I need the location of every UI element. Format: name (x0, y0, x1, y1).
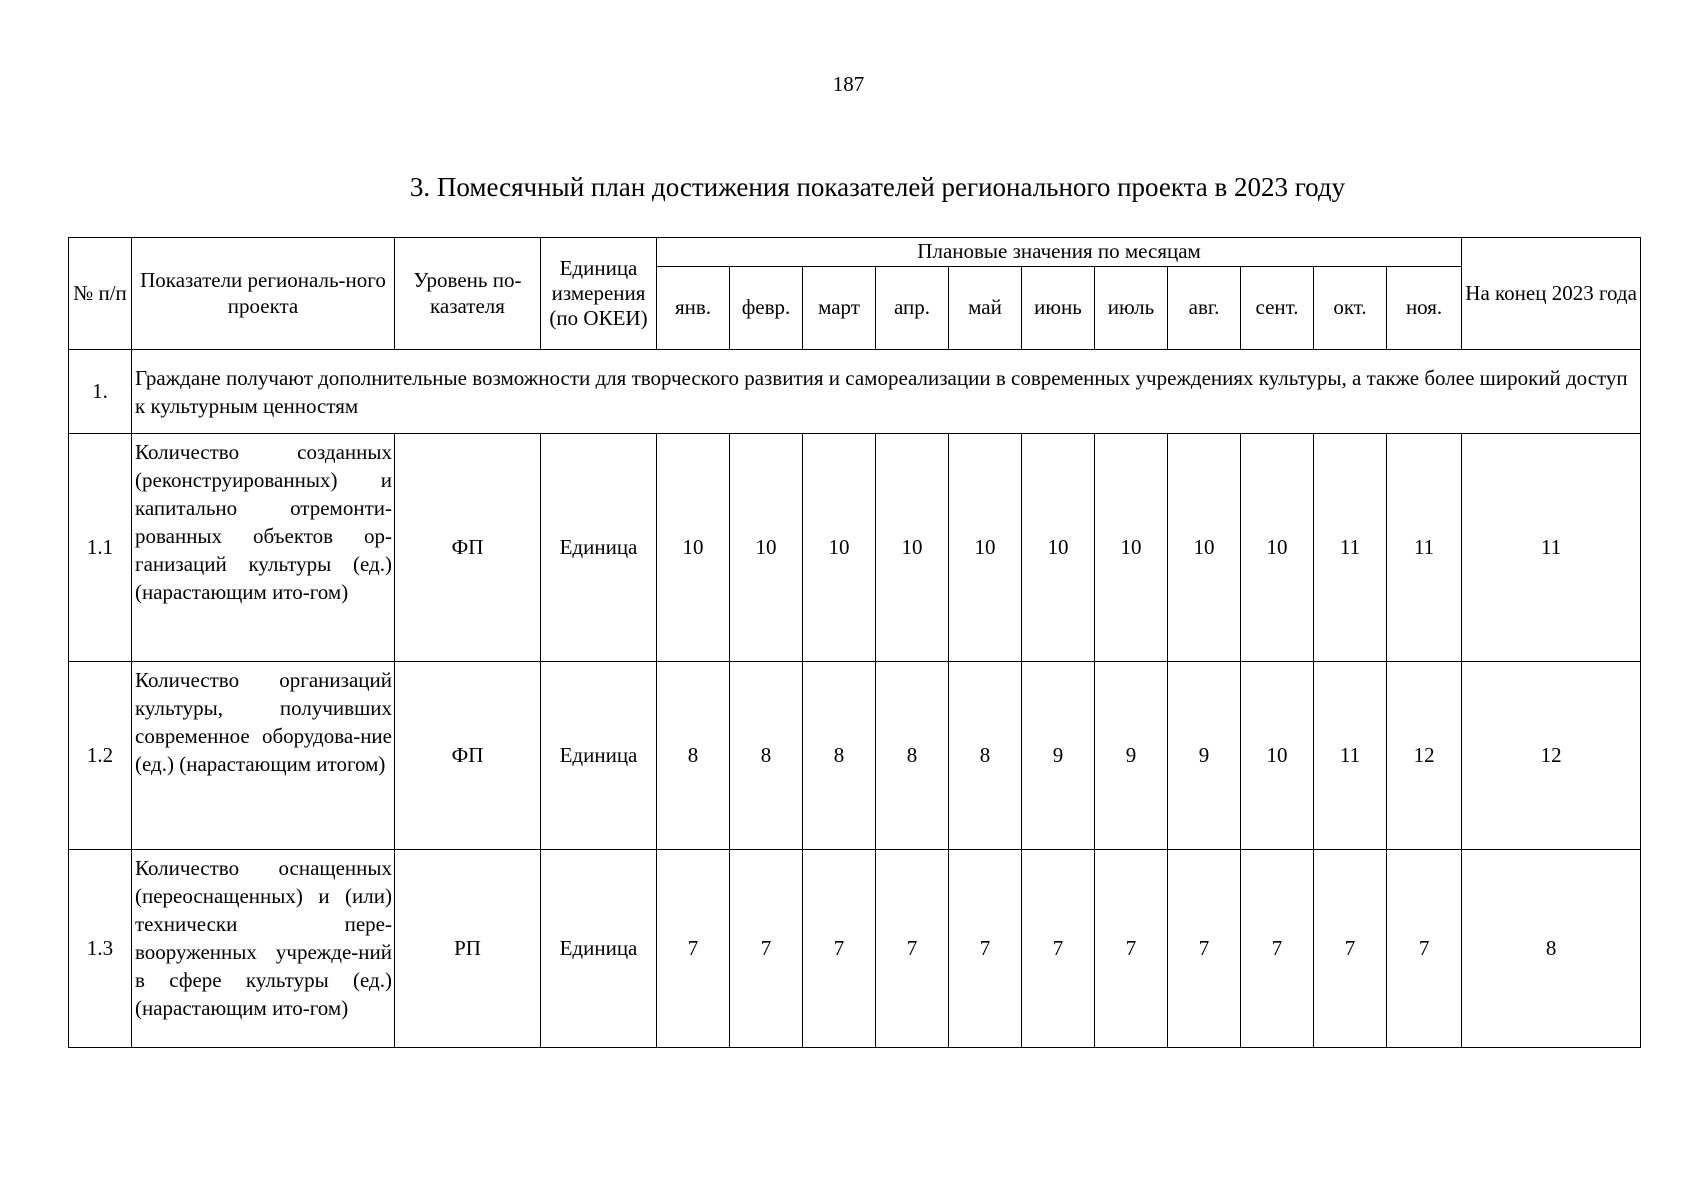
goal-text: Граждане получают дополнительные возможности для творческого развития и самореализации в современных учреждениях культуры, а также более широкий доступ к культурным ценностям (132, 350, 1641, 434)
header-month: сент. (1241, 267, 1314, 350)
row-unit: Единица (541, 850, 657, 1048)
row-month-value: 7 (1387, 850, 1462, 1048)
row-month-value: 10 (730, 434, 803, 662)
row-month-value: 10 (1022, 434, 1095, 662)
row-month-value: 7 (1314, 850, 1387, 1048)
row-month-value: 10 (1168, 434, 1241, 662)
header-num: № п/п (69, 238, 132, 350)
row-month-value: 7 (657, 850, 730, 1048)
row-end-year-value: 8 (1462, 850, 1641, 1048)
header-unit: Единица измерения (по ОКЕИ) (541, 238, 657, 350)
row-num: 1.2 (69, 662, 132, 850)
header-month: окт. (1314, 267, 1387, 350)
header-month: март (803, 267, 876, 350)
header-month: февр. (730, 267, 803, 350)
row-month-value: 7 (1241, 850, 1314, 1048)
row-month-value: 11 (1387, 434, 1462, 662)
header-month: апр. (876, 267, 949, 350)
monthly-plan-table (68, 237, 1641, 1048)
row-unit: Единица (541, 434, 657, 662)
page-number: 187 (832, 72, 865, 96)
row-month-value: 10 (657, 434, 730, 662)
header-month: май (949, 267, 1022, 350)
document-title: 3. Помесячный план достижения показателей регионального проекта в 2023 году (409, 172, 1346, 202)
row-month-value: 9 (1095, 662, 1168, 850)
row-level: ФП (395, 434, 541, 662)
header-indicator: Показатели региональ-ного проекта (132, 238, 395, 350)
row-indicator: Количество оснащенных (переоснащенных) и (или) технически пере-вооруженных учрежде-ний в сфере культуры (ед.) (нарастающим ито-гом) (132, 850, 395, 1048)
row-end-year-value: 12 (1462, 662, 1641, 850)
row-month-value: 10 (803, 434, 876, 662)
header-month: июль (1095, 267, 1168, 350)
row-month-value: 10 (1095, 434, 1168, 662)
row-month-value: 9 (1022, 662, 1095, 850)
row-month-value: 7 (803, 850, 876, 1048)
row-num: 1.3 (69, 850, 132, 1048)
row-level: ФП (395, 662, 541, 850)
row-indicator: Количество организаций культуры, получивших современное оборудова-ние (ед.) (нарастающим итогом) (132, 662, 395, 850)
row-month-value: 7 (1095, 850, 1168, 1048)
table-row (69, 850, 1641, 1048)
header-month: ноя. (1387, 267, 1462, 350)
header-month: янв. (657, 267, 730, 350)
row-month-value: 11 (1314, 434, 1387, 662)
goal-num: 1. (69, 350, 132, 434)
row-month-value: 7 (1168, 850, 1241, 1048)
row-num: 1.1 (69, 434, 132, 662)
row-month-value: 7 (876, 850, 949, 1048)
row-month-value: 8 (876, 662, 949, 850)
row-month-value: 9 (1168, 662, 1241, 850)
row-month-value: 8 (657, 662, 730, 850)
header-month: авг. (1168, 267, 1241, 350)
header-month: июнь (1022, 267, 1095, 350)
row-indicator: Количество созданных (реконструированных) и капитально отремонти-рованных объектов ор-ганизаций культуры (ед.) (нарастающим ито-гом) (132, 434, 395, 662)
row-month-value: 10 (876, 434, 949, 662)
row-month-value: 8 (730, 662, 803, 850)
header-level: Уровень по-казателя (395, 238, 541, 350)
header-end-year: На конец 2023 года (1462, 238, 1641, 350)
row-month-value: 8 (949, 662, 1022, 850)
goal-row (69, 350, 1641, 434)
row-month-value: 11 (1314, 662, 1387, 850)
row-month-value: 8 (803, 662, 876, 850)
row-level: РП (395, 850, 541, 1048)
row-month-value: 10 (949, 434, 1022, 662)
row-month-value: 7 (730, 850, 803, 1048)
row-month-value: 10 (1241, 662, 1314, 850)
row-month-value: 7 (949, 850, 1022, 1048)
table-row (69, 434, 1641, 662)
row-month-value: 12 (1387, 662, 1462, 850)
row-end-year-value: 11 (1462, 434, 1641, 662)
table-row (69, 662, 1641, 850)
row-unit: Единица (541, 662, 657, 850)
header-planned-values: Плановые значения по месяцам (657, 238, 1462, 267)
row-month-value: 10 (1241, 434, 1314, 662)
row-month-value: 7 (1022, 850, 1095, 1048)
